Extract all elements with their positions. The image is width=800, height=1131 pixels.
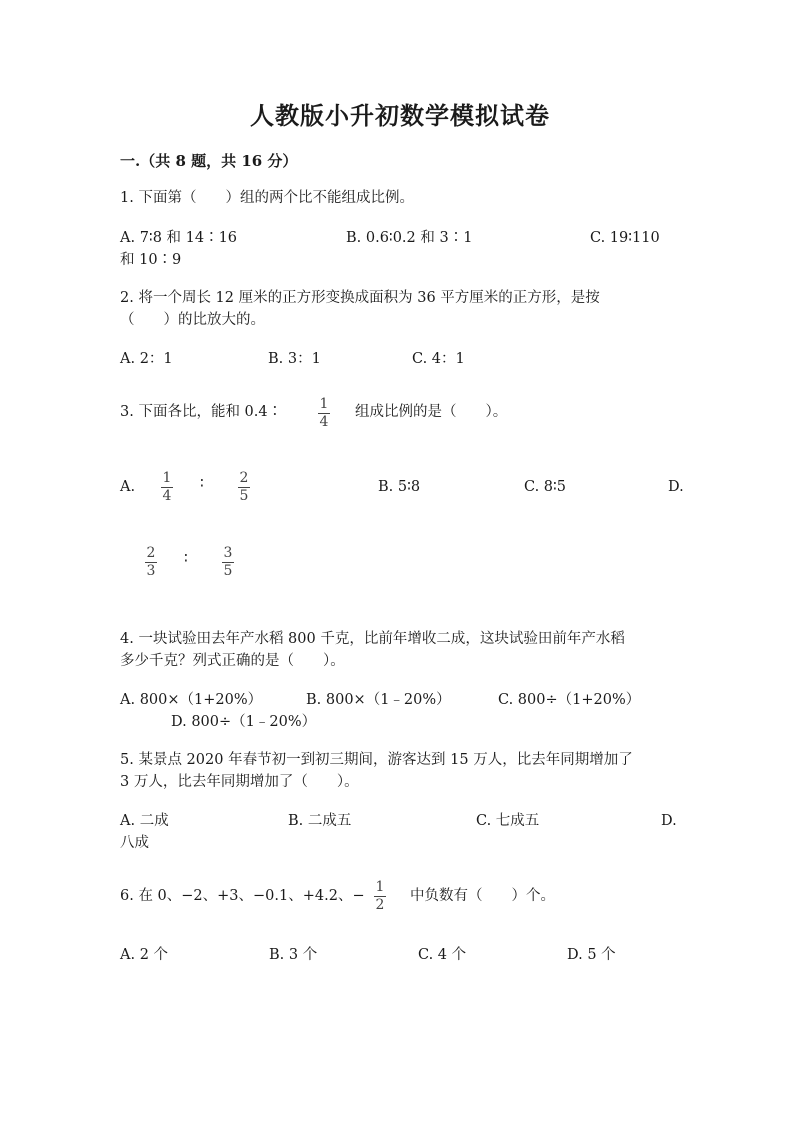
q1-option-a-cont: 和 10∶9 bbox=[120, 252, 182, 268]
q3-option-a-fraction-2 bbox=[238, 471, 250, 504]
fraction-denominator: 5 bbox=[239, 488, 249, 504]
q6-option-c: C. 4 个 bbox=[418, 947, 467, 963]
q4-option-b: B. 800×（1﹣20%） bbox=[306, 692, 451, 708]
fraction-numerator: 2 bbox=[239, 470, 249, 486]
fraction-numerator: 2 bbox=[146, 545, 156, 561]
fraction-numerator: 3 bbox=[223, 545, 233, 561]
q5-option-d-cont: 八成 bbox=[120, 835, 149, 851]
q3-fraction-numerator: 1 bbox=[319, 396, 329, 412]
q6-fraction-numerator: 1 bbox=[375, 879, 385, 895]
fraction-denominator: 4 bbox=[162, 488, 172, 504]
q2-option-b: B. 3：1 bbox=[268, 351, 321, 367]
fraction-numerator: 1 bbox=[162, 470, 172, 486]
q6-option-a: A. 2 个 bbox=[120, 947, 169, 963]
q6-fraction-denominator: 2 bbox=[375, 897, 385, 913]
q5-option-c: C. 七成五 bbox=[476, 813, 540, 829]
q5-option-d-label: D. bbox=[661, 813, 677, 829]
q1-option-a: A. 7∶8 和 14∶16 bbox=[120, 230, 238, 246]
q5-option-b: B. 二成五 bbox=[288, 813, 352, 829]
q2-stem-line2: （ ）的比放大的。 bbox=[120, 312, 265, 328]
q3-stem-pre: 3. 下面各比，能和 0.4∶ bbox=[120, 404, 283, 420]
q5-stem-line2: 3 万人，比去年同期增加了（ ）。 bbox=[120, 774, 359, 790]
q4-option-a: A. 800×（1+20%） bbox=[120, 692, 263, 708]
q3-option-d-label: D. bbox=[668, 479, 684, 495]
fraction-denominator: 3 bbox=[146, 563, 156, 579]
q5-option-a: A. 二成 bbox=[120, 813, 169, 829]
q5-stem-line1: 5. 某景点 2020 年春节初一到初三期间，游客达到 15 万人，比去年同期增加了 bbox=[120, 752, 633, 768]
q4-stem-line1: 4. 一块试验田去年产水稻 800 千克，比前年增收二成，这块试验田前年产水稻 bbox=[120, 631, 625, 647]
q3-fraction-denominator: 4 bbox=[319, 414, 329, 430]
q3-option-a-label: A. bbox=[120, 479, 136, 495]
q2-stem-line1: 2. 将一个周长 12 厘米的正方形变换成面积为 36 平方厘米的正方形，是按 bbox=[120, 290, 600, 306]
page-title: 人教版小升初数学模拟试卷 bbox=[250, 101, 550, 130]
q3-option-d-fraction-1 bbox=[145, 546, 157, 579]
q4-option-c: C. 800÷（1+20%） bbox=[498, 692, 641, 708]
fraction-denominator: 5 bbox=[223, 563, 233, 579]
q3-option-a-fraction-1 bbox=[161, 471, 173, 504]
q2-option-a: A. 2：1 bbox=[120, 351, 173, 367]
q3-option-b: B. 5∶8 bbox=[378, 479, 421, 495]
q1-option-b: B. 0.6∶0.2 和 3∶1 bbox=[346, 230, 473, 246]
q3-fraction bbox=[318, 397, 330, 430]
q6-option-b: B. 3 个 bbox=[269, 947, 318, 963]
q4-option-d: D. 800÷（1﹣20%） bbox=[171, 714, 317, 730]
q1-stem: 1. 下面第（ ）组的两个比不能组成比例。 bbox=[120, 190, 414, 206]
q3-stem-post: 组成比例的是（ ）。 bbox=[355, 404, 508, 420]
q3-option-d-colon: ∶ bbox=[184, 551, 188, 567]
q1-option-c: C. 19∶110 bbox=[590, 230, 660, 246]
q3-option-a-colon: ∶ bbox=[200, 476, 204, 492]
q2-option-c: C. 4：1 bbox=[412, 351, 465, 367]
q3-option-d-fraction-2 bbox=[222, 546, 234, 579]
q6-stem-post: 中负数有（ ）个。 bbox=[410, 888, 555, 904]
q6-stem-pre: 6. 在 0、−2、+3、−0.1、+4.2、− bbox=[120, 888, 365, 904]
q6-option-d: D. 5 个 bbox=[567, 947, 616, 963]
q6-fraction bbox=[374, 880, 386, 913]
q4-stem-line2: 多少千克？列式正确的是（ ）。 bbox=[120, 653, 345, 669]
section-heading: 一.（共 8 题，共 16 分） bbox=[120, 152, 298, 170]
q3-option-c: C. 8∶5 bbox=[524, 479, 567, 495]
